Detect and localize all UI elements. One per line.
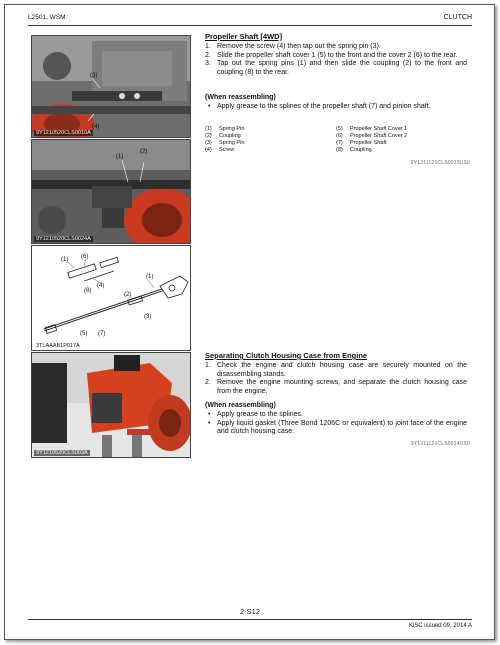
propeller-doc-code: 9Y1211121CLS0013US0	[410, 160, 470, 166]
photo1-caption: 9Y1210520CLS0010A	[36, 130, 91, 136]
page-number: 2-S12	[239, 607, 260, 616]
photo2-label-1: (1)	[116, 154, 124, 160]
propeller-step-3: 3. Tap out the spring pins (1) and then slide the coupling (2) to the front and coupling (8) to the rear.	[205, 60, 467, 76]
diagram-label-8: (8)	[84, 288, 92, 294]
diagram-label-5: (5)	[80, 331, 88, 337]
diagram-label-3: (3)	[144, 314, 152, 320]
propeller-reassembly-notes	[205, 103, 467, 112]
separating-note-1: • Apply grease to the splines.	[208, 411, 303, 418]
diagram-label-4: (4)	[97, 283, 105, 289]
separating-reassembly-notes	[205, 411, 467, 437]
header-section: CLUTCH	[443, 14, 472, 21]
propeller-step-2: 2. Slide the propeller shaft cover 1 (5) to the front and the cover 2 (6) to the rear.	[205, 51, 458, 59]
propeller-legend: (1) Spring Pin (5) Propeller Shaft Cover 1 (2) Coupling (6) Propeller Shaft Cover 2 (3) Spring Pin (7) Propeller Shaft (4) Screw (8) Coupling	[205, 126, 408, 153]
diagram-label-7: (7)	[98, 331, 106, 337]
separating-note-2: • Apply liquid gasket (Three Bond 1206C or equivalent) to joint face of the engine and clutch housing case.	[208, 419, 467, 435]
propeller-note-1: • Apply grease to the splines of the propeller shaft (7) and pinion shaft.	[208, 103, 431, 110]
diagram-label-1a: (1)	[61, 257, 69, 263]
issue-note: KiSC issued 09, 2014 A	[408, 623, 472, 629]
diagram-label-6: (6)	[81, 254, 89, 260]
header-rule	[28, 25, 472, 26]
footer-rule	[28, 619, 472, 620]
diagram-label-2: (2)	[124, 292, 132, 298]
separating-title: Separating Clutch Housing Case from Engine	[205, 351, 368, 360]
photo2-caption: 9Y1210520CLS0024A	[36, 236, 91, 242]
separating-step-1: 1. Check the engine and clutch housing case are securely mounted on the disassembling stands.	[205, 362, 467, 378]
photo-propeller-shaft-front	[31, 35, 191, 138]
propeller-when-reassembling: (When reassembling)	[205, 94, 276, 101]
diagram-label-1b: (1)	[146, 274, 154, 280]
photo4-caption: 9Y1210520CLS003A	[36, 450, 88, 456]
propeller-steps	[205, 43, 467, 77]
photo2-label-2: (2)	[140, 149, 148, 155]
header-model: L2501, WSM	[28, 14, 66, 21]
photo1-label-4: (4)	[92, 124, 100, 130]
photo-propeller-shaft-cover	[31, 139, 191, 244]
photo1-label-3: (3)	[90, 73, 98, 79]
diagram-caption: 3TLAAAB1P017A	[36, 343, 80, 349]
diagram-propeller-shaft-exploded	[31, 245, 191, 351]
separating-steps	[205, 362, 467, 396]
propeller-shaft-title: Propeller Shaft [4WD]	[205, 32, 283, 41]
separating-doc-code: 9Y1211121CLS0014US0	[410, 441, 470, 447]
photo-separating-clutch-housing	[31, 352, 191, 458]
propeller-step-1: 1. Remove the screw (4) then tap out the spring pin (3).	[205, 43, 381, 50]
separating-step-2: 2. Remove the engine mounting screws, and separate the clutch housing case from the engine.	[205, 379, 467, 395]
separating-when-reassembling: (When reassembling)	[205, 402, 276, 409]
